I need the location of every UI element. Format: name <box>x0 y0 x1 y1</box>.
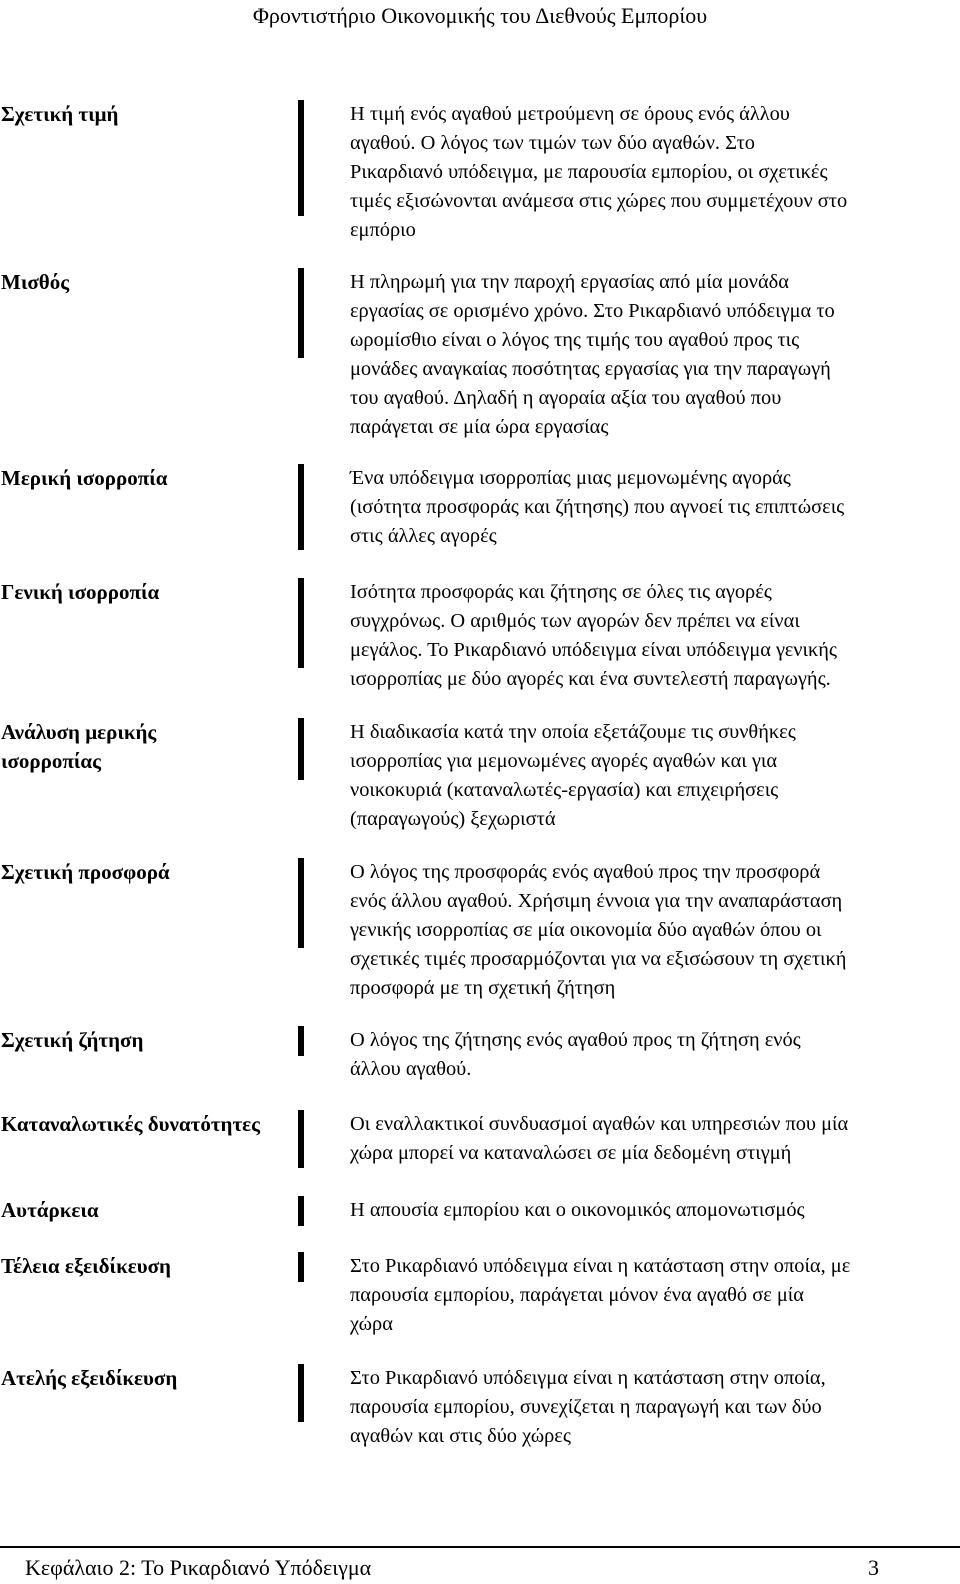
entry-divider-bar <box>298 1364 304 1422</box>
definition-line: ισορροπίας για μεμονωμένες αγορές αγαθών και για <box>350 750 778 772</box>
definition-line: Στο Ρικαρδιανό υπόδειγμα είναι η κατάσταση στην οποία, <box>350 1367 826 1389</box>
definition-line: σχετικές τιμές προσαρμόζονται για να εξισώσουν τη σχετική <box>350 948 847 970</box>
entry-divider-bar <box>298 1026 304 1056</box>
glossary-definition <box>350 718 958 834</box>
glossary-term: Σχετική τιμή <box>1 102 119 126</box>
entry-divider-bar <box>298 1252 304 1282</box>
glossary-definition <box>350 100 958 245</box>
definition-line: Στο Ρικαρδιανό υπόδειγμα είναι η κατάσταση στην οποία, με <box>350 1255 851 1277</box>
definition-line: ωρομίσθιο είναι ο λόγος της τιμής του αγαθού προς τις <box>350 329 800 351</box>
glossary-definition <box>350 1252 958 1339</box>
definition-line: Ένα υπόδειγμα ισορροπίας μιας μεμονωμένης αγοράς <box>350 467 791 489</box>
entry-divider-bar <box>298 718 304 780</box>
definition-line: παράγεται σε μία ώρα εργασίας <box>350 416 609 438</box>
definition-line: προσφορά με τη σχετική ζήτηση <box>350 977 616 999</box>
definition-line: Ρικαρδιανό υπόδειγμα, με παρουσία εμπορίου, οι σχετικές <box>350 161 828 183</box>
entry-divider-bar <box>298 268 304 358</box>
entry-divider-bar <box>298 858 304 948</box>
definition-line: αγαθού. Ο λόγος των τιμών των δύο αγαθών. Στο <box>350 132 755 154</box>
glossary-definition <box>350 858 958 1003</box>
definition-line: Η τιμή ενός αγαθού μετρούμενη σε όρους ενός άλλου <box>350 103 790 125</box>
definition-line: χώρα μπορεί να καταναλώσει σε μία δεδομένη στιγμή <box>350 1142 792 1164</box>
definition-line: τιμές εξισώνονται ανάμεσα στις χώρες που συμμετέχουν στο <box>350 190 848 212</box>
definition-line: συγχρόνως. Ο αριθμός των αγορών δεν πρέπει να είναι <box>350 610 800 632</box>
page-footer <box>0 1546 960 1584</box>
entry-divider-bar <box>298 1110 304 1168</box>
definition-line: χώρα <box>350 1313 393 1335</box>
footer-chapter-title: Κεφάλαιο 2: Το Ρικαρδιανό Υπόδειγμα <box>25 1555 372 1580</box>
glossary-definition <box>350 1196 958 1225</box>
definition-line: εργασίας σε ορισμένο χρόνο. Στο Ρικαρδιανό υπόδειγμα το <box>350 300 835 322</box>
definition-line: ισορροπίας με δύο αγορές και ένα συντελεστή παραγωγής. <box>350 668 831 690</box>
entry-divider-bar <box>298 100 304 216</box>
footer-divider <box>0 1546 960 1548</box>
definition-line: Ισότητα προσφοράς και ζήτησης σε όλες τις αγορές <box>350 581 772 603</box>
glossary-definition <box>350 1364 958 1451</box>
glossary-term: Ατελής εξειδίκευση <box>1 1366 178 1390</box>
glossary-term: Μερική ισορροπία <box>1 466 168 490</box>
definition-line: παρουσία εμπορίου, συνεχίζεται η παραγωγή και των δύο <box>350 1396 822 1418</box>
glossary-term: Τέλεια εξειδίκευση <box>1 1254 171 1278</box>
glossary-term: Ανάλυση μερικής ισορροπίας <box>1 720 157 773</box>
definition-line: Η απουσία εμπορίου και ο οικονομικός απομονωτισμός <box>350 1199 805 1221</box>
glossary-definition <box>350 464 958 551</box>
glossary-term: Αυτάρκεια <box>1 1198 99 1222</box>
footer-page-number: 3 <box>868 1555 879 1580</box>
definition-line: άλλου αγαθού. <box>350 1058 472 1080</box>
definition-line: Ο λόγος της προσφοράς ενός αγαθού προς την προσφορά <box>350 861 821 883</box>
definition-line: Οι εναλλακτικοί συνδυασμοί αγαθών και υπηρεσιών που μία <box>350 1113 849 1135</box>
definition-line: (παραγωγούς) ξεχωριστά <box>350 808 556 830</box>
definition-line: (ισότητα προσφοράς και ζήτησης) που αγνοεί τις επιπτώσεις <box>350 496 845 518</box>
definition-line: στις άλλες αγορές <box>350 525 497 547</box>
definition-line: αγαθών και στις δύο χώρες <box>350 1425 571 1447</box>
entry-divider-bar <box>298 1196 304 1226</box>
header-title: Φροντιστήριο Οικονομικής του Διεθνούς Εμπορίου <box>252 3 708 28</box>
definition-line: παρουσία εμπορίου, παράγεται μόνον ένα αγαθό σε μία <box>350 1284 804 1306</box>
glossary-term: Γενική ισορροπία <box>1 580 160 604</box>
definition-line: Η πληρωμή για την παροχή εργασίας από μία μονάδα <box>350 271 789 293</box>
definition-line: νοικοκυριά (καταναλωτές-εργασία) και επιχειρήσεις <box>350 779 779 801</box>
entry-divider-bar <box>298 464 304 550</box>
glossary-term: Σχετική ζήτηση <box>1 1028 144 1052</box>
definition-line: Ο λόγος της ζήτησης ενός αγαθού προς τη ζήτηση ενός <box>350 1029 801 1051</box>
glossary-definition <box>350 268 958 442</box>
definition-line: μεγάλος. Το Ρικαρδιανό υπόδειγμα είναι υπόδειγμα γενικής <box>350 639 837 661</box>
glossary-definition <box>350 1110 958 1168</box>
glossary-definition <box>350 1026 958 1084</box>
definition-line: ενός άλλου αγαθού. Χρήσιμη έννοια για την αναπαράσταση <box>350 890 843 912</box>
entry-divider-bar <box>298 578 304 668</box>
glossary-term: Καταναλωτικές δυνατότητες <box>1 1112 260 1136</box>
glossary-term: Σχετική προσφορά <box>1 860 170 884</box>
glossary-term: Μισθός <box>1 270 70 294</box>
definition-line: του αγαθού. Δηλαδή η αγοραία αξία του αγαθού που <box>350 387 782 409</box>
definition-line: εμπόριο <box>350 219 416 241</box>
glossary-definition <box>350 578 958 694</box>
definition-line: γενικής ισορροπίας σε μία οικονομία δύο αγαθών όπου οι <box>350 919 822 941</box>
definition-line: μονάδες αναγκαίας ποσότητας εργασίας για την παραγωγή <box>350 358 831 380</box>
definition-line: Η διαδικασία κατά την οποία εξετάζουμε τις συνθήκες <box>350 721 796 743</box>
